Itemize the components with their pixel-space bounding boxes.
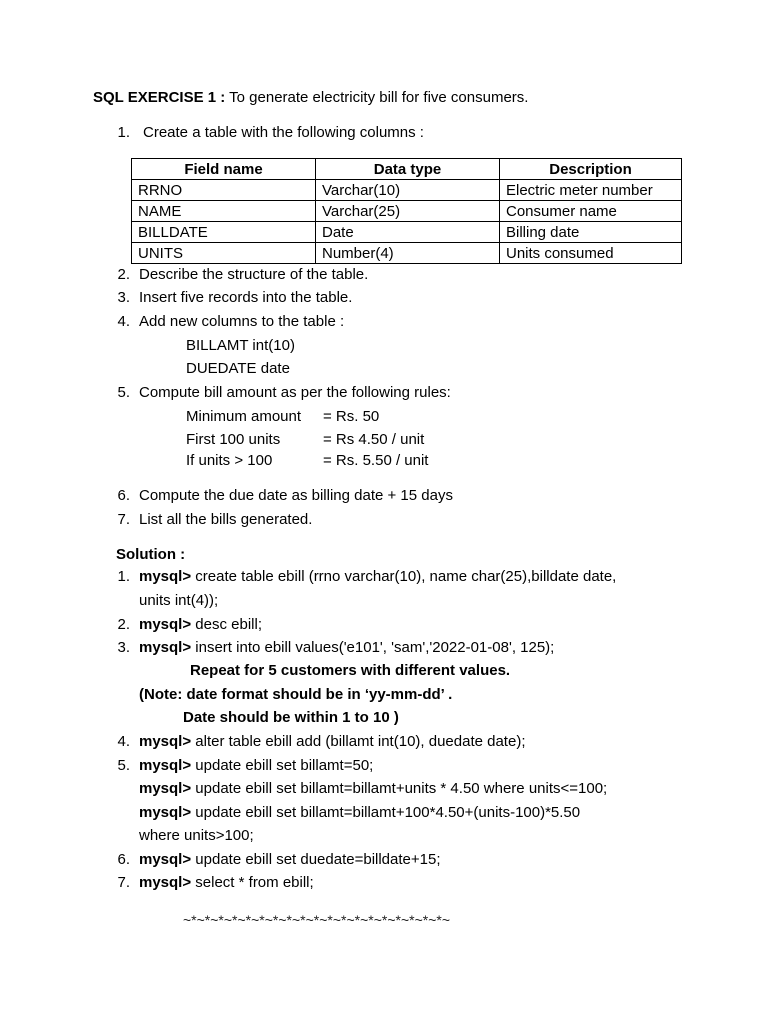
rule-value: = Rs. 50 bbox=[323, 408, 380, 425]
mysql-prompt: mysql> bbox=[139, 874, 192, 891]
solution-6 bbox=[139, 850, 441, 870]
table-cell: RRNO bbox=[132, 180, 316, 201]
task-number-1: 1. bbox=[117, 124, 130, 141]
task-number-7: 7. bbox=[117, 511, 130, 528]
task-1: Create a table with the following columns : bbox=[143, 124, 424, 141]
task-number-4: 4. bbox=[117, 313, 130, 330]
sql-statement: update ebill set duedate=billdate+15; bbox=[191, 851, 441, 868]
mysql-prompt: mysql> bbox=[139, 616, 192, 633]
table-header-row bbox=[132, 159, 682, 180]
solution-1 bbox=[139, 567, 616, 587]
fields-table bbox=[131, 158, 682, 264]
solution-number-3: 3. bbox=[117, 639, 130, 656]
note-date-format: (Note: date format should be in ‘yy-mm-dd’ . bbox=[139, 686, 453, 703]
sql-statement: select * from ebill; bbox=[191, 874, 314, 891]
sql-statement: desc ebill; bbox=[191, 616, 262, 633]
rule-value: = Rs. 5.50 / unit bbox=[323, 452, 429, 469]
table-cell: Billing date bbox=[500, 222, 682, 243]
sql-statement: update ebill set billamt=billamt+100*4.50+(units-100)*5.50 bbox=[191, 804, 581, 821]
decorative-separator: ~*~*~*~*~*~*~*~*~*~*~*~*~*~*~*~*~*~*~*~ bbox=[183, 912, 451, 928]
table-cell: Date bbox=[316, 222, 500, 243]
mysql-prompt: mysql> bbox=[139, 733, 192, 750]
solution-number-6: 6. bbox=[117, 851, 130, 868]
task-2: Describe the structure of the table. bbox=[139, 266, 369, 283]
task-6: Compute the due date as billing date + 15 days bbox=[139, 487, 453, 504]
mysql-prompt: mysql> bbox=[139, 851, 192, 868]
sql-statement: create table ebill (rrno varchar(10), name char(25),billdate date, bbox=[191, 568, 617, 585]
table-cell: Varchar(10) bbox=[316, 180, 500, 201]
sql-statement: alter table ebill add (billamt int(10), duedate date); bbox=[191, 733, 526, 750]
rule-label: First 100 units bbox=[186, 431, 281, 448]
table-cell: BILLDATE bbox=[132, 222, 316, 243]
task-number-6: 6. bbox=[117, 487, 130, 504]
rule-label: Minimum amount bbox=[186, 408, 302, 425]
solution-5c bbox=[139, 803, 580, 823]
table-cell: Electric meter number bbox=[500, 180, 682, 201]
exercise-title-bold: SQL EXERCISE 1 : bbox=[93, 89, 226, 106]
table-cell: Number(4) bbox=[316, 243, 500, 264]
task-5: Compute bill amount as per the following rules: bbox=[139, 384, 451, 401]
solution-number-4: 4. bbox=[117, 733, 130, 750]
mysql-prompt: mysql> bbox=[139, 568, 192, 585]
note-date-range: Date should be within 1 to 10 ) bbox=[183, 709, 399, 726]
solution-7 bbox=[139, 873, 314, 893]
exercise-title bbox=[93, 88, 528, 108]
table-cell: Varchar(25) bbox=[316, 201, 500, 222]
sql-statement: update ebill set billamt=billamt+units * 4.50 where units<=100; bbox=[191, 780, 608, 797]
task-number-3: 3. bbox=[117, 289, 130, 306]
header-data-type: Data type bbox=[316, 159, 500, 180]
solution-5b bbox=[139, 779, 607, 799]
solution-number-2: 2. bbox=[117, 616, 130, 633]
task-4: Add new columns to the table : bbox=[139, 313, 345, 330]
solution-number-7: 7. bbox=[117, 874, 130, 891]
table-row bbox=[132, 243, 682, 264]
table-row bbox=[132, 201, 682, 222]
task-number-5: 5. bbox=[117, 384, 130, 401]
table-row bbox=[132, 222, 682, 243]
mysql-prompt: mysql> bbox=[139, 780, 192, 797]
rule-label: If units > 100 bbox=[186, 452, 273, 469]
exercise-title-text: To generate electricity bill for five consumers. bbox=[225, 89, 529, 106]
solution-3 bbox=[139, 638, 554, 658]
rule-value: = Rs 4.50 / unit bbox=[323, 431, 425, 448]
new-column-billamt: BILLAMT int(10) bbox=[186, 337, 295, 354]
table-row bbox=[132, 180, 682, 201]
mysql-prompt: mysql> bbox=[139, 757, 192, 774]
sql-statement: insert into ebill values('e101', 'sam','2022-01-08', 125); bbox=[191, 639, 555, 656]
task-7: List all the bills generated. bbox=[139, 511, 313, 528]
sql-statement: update ebill set billamt=50; bbox=[191, 757, 374, 774]
solution-1-continued: units int(4)); bbox=[139, 592, 219, 609]
solution-number-5: 5. bbox=[117, 757, 130, 774]
table-cell: UNITS bbox=[132, 243, 316, 264]
table-cell: Consumer name bbox=[500, 201, 682, 222]
task-3: Insert five records into the table. bbox=[139, 289, 353, 306]
new-column-duedate: DUEDATE date bbox=[186, 360, 290, 377]
solution-5a bbox=[139, 756, 373, 776]
solution-heading: Solution : bbox=[116, 546, 186, 563]
solution-5d: where units>100; bbox=[139, 827, 254, 844]
mysql-prompt: mysql> bbox=[139, 804, 192, 821]
solution-2 bbox=[139, 615, 262, 635]
mysql-prompt: mysql> bbox=[139, 639, 192, 656]
header-field-name: Field name bbox=[132, 159, 316, 180]
task-number-2: 2. bbox=[117, 266, 130, 283]
table-cell: NAME bbox=[132, 201, 316, 222]
solution-4 bbox=[139, 732, 525, 752]
note-repeat: Repeat for 5 customers with different values. bbox=[190, 662, 511, 679]
header-description: Description bbox=[500, 159, 682, 180]
solution-number-1: 1. bbox=[117, 568, 130, 585]
table-cell: Units consumed bbox=[500, 243, 682, 264]
